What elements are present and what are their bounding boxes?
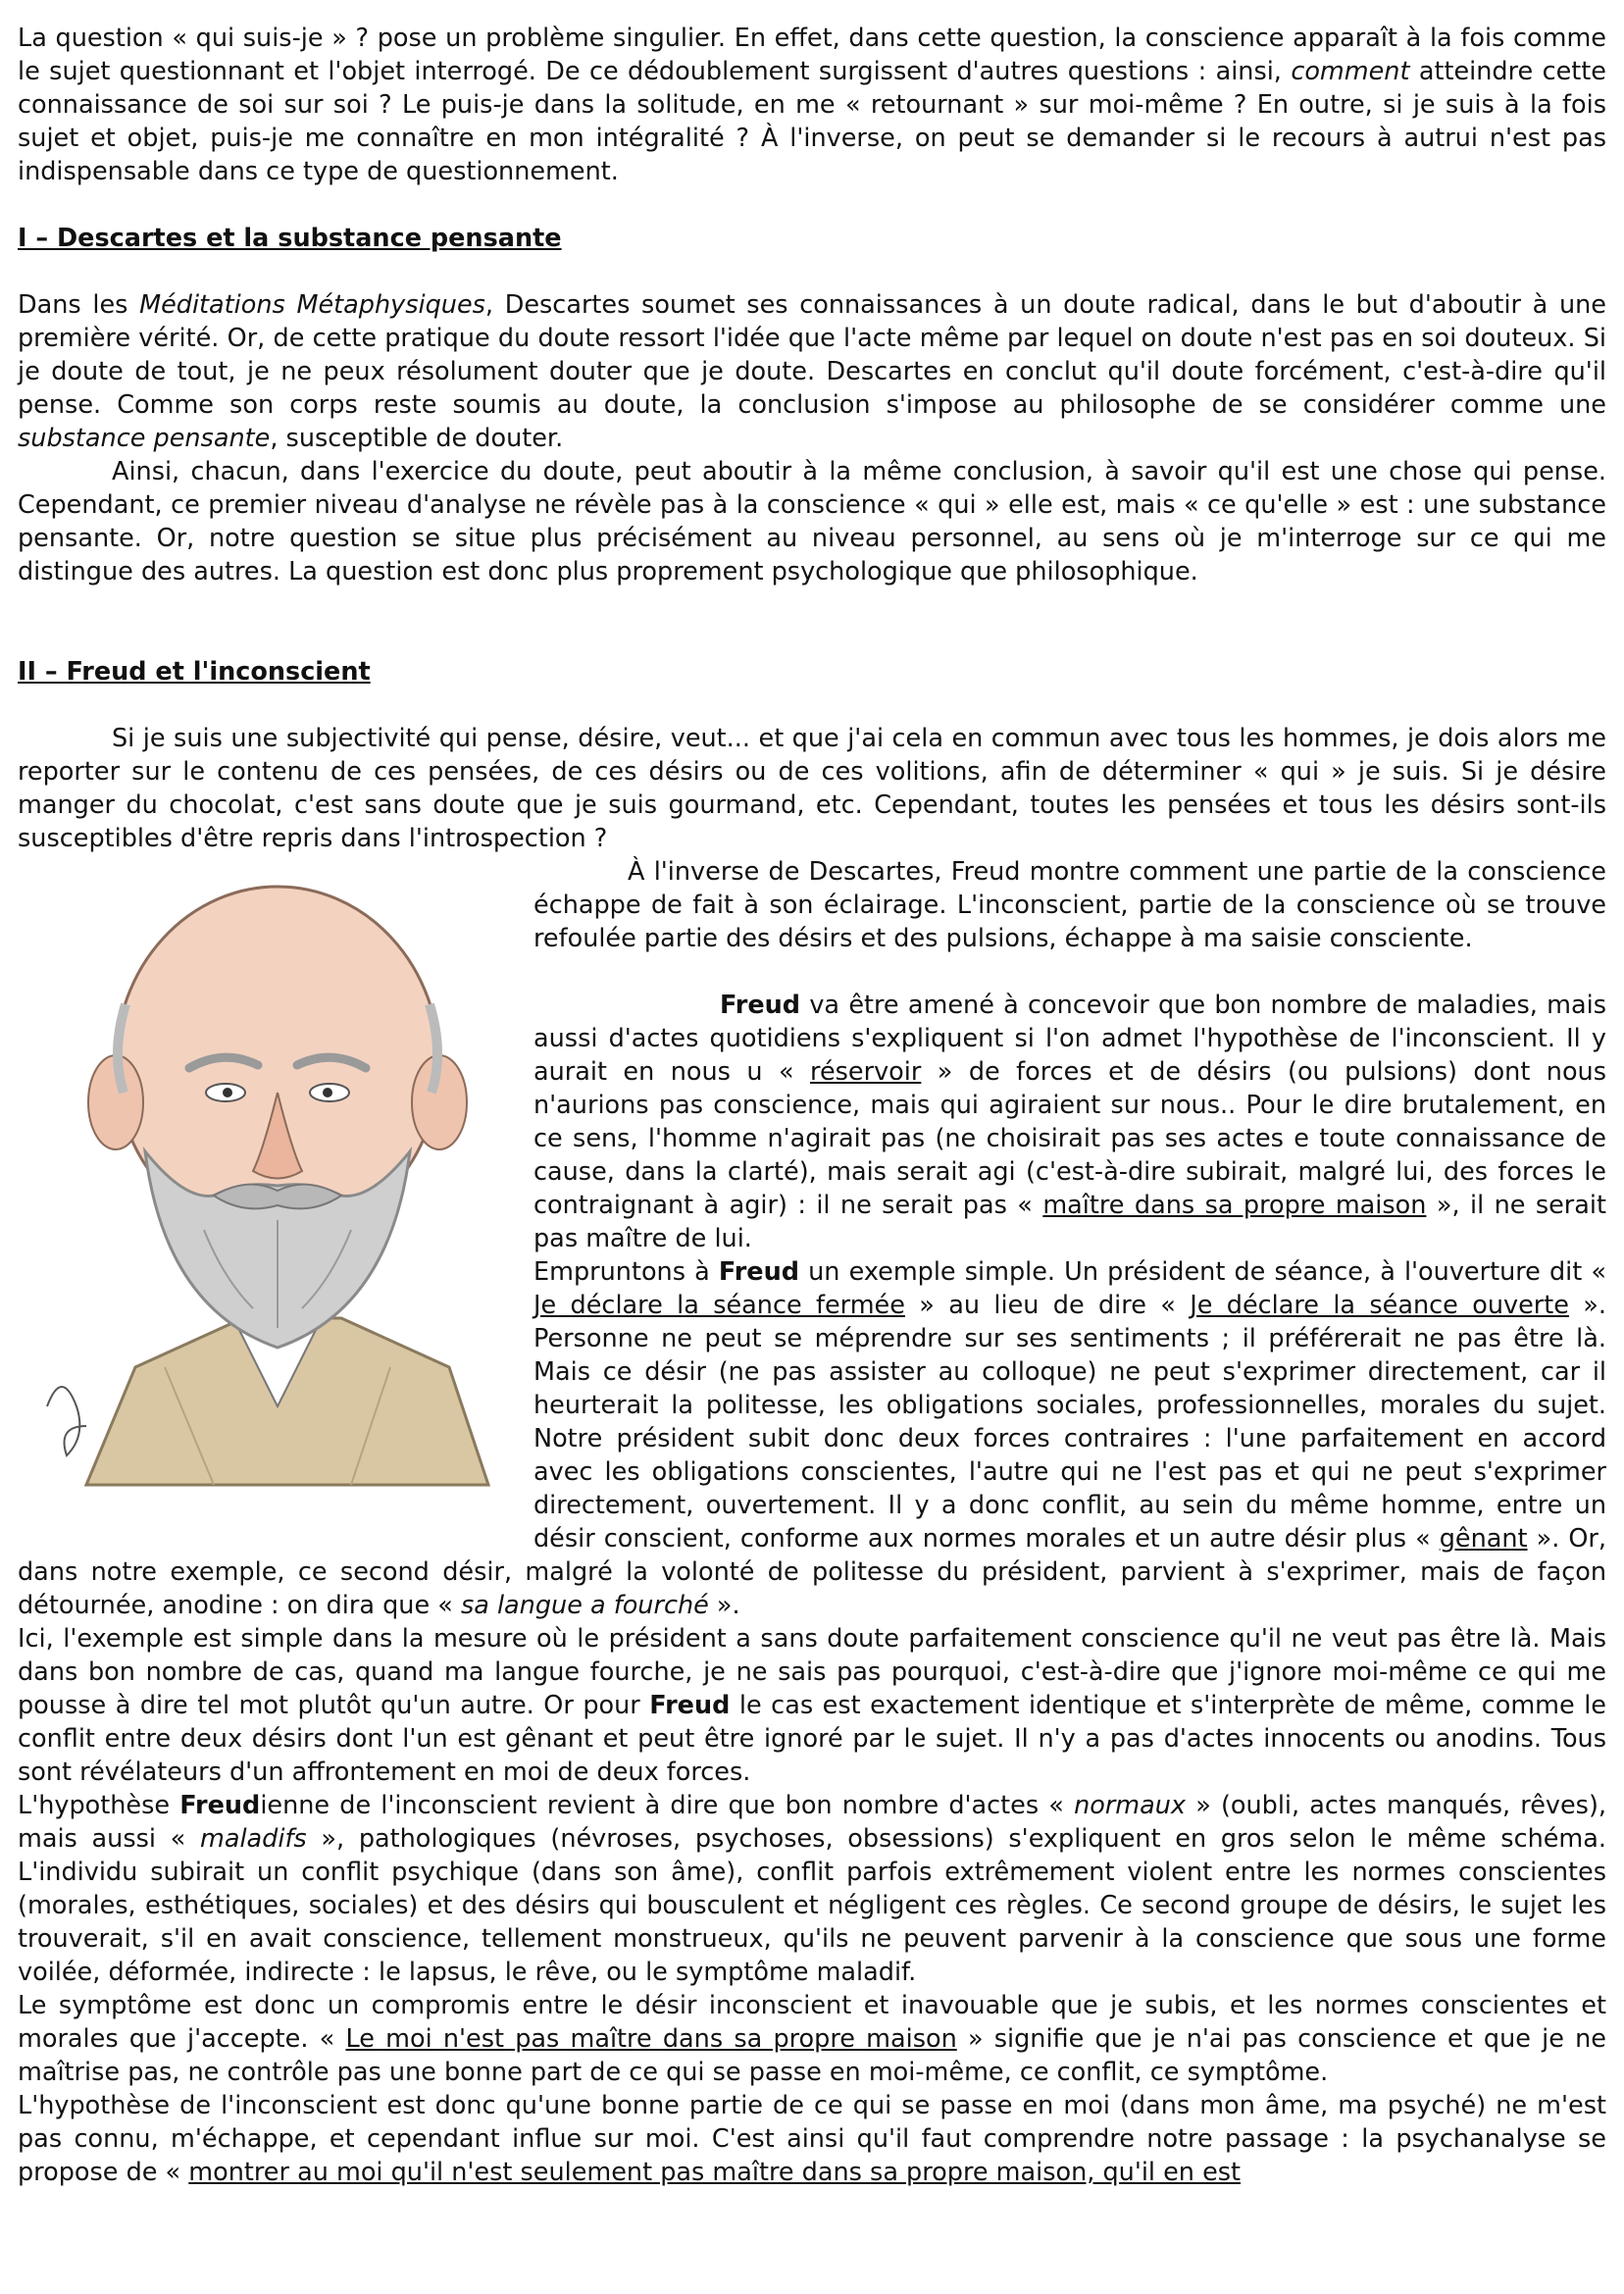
freud-paragraph-6: L'hypothèse Freudienne de l'inconscient revient à dire que bon nombre d'actes « normaux » (oubli, actes manqués, rêves), mais aussi « maladifs », pathologiques (névroses, psychoses, obsessions) s'expliquent en gros selon le même schéma. L'individu subirait un conflit psychique (dans son âme), conflit parfois extrêmement violent entre les normes conscientes (morales, esthétiques, sociales) et des désirs qui bousculent et négligent ces règles. Ce second groupe de désirs, le sujet les trouverait, s'il en avait conscience, tellement monstrueux, qu'ils ne peuvent parvenir à la conscience que sous une forme voilée, déformée, indirecte : le lapsus, le rêve, ou le symptôme maladif. bbox=[18, 1791, 1607, 1987]
meditations-title: Méditations Métaphysiques bbox=[139, 290, 485, 320]
freud-paragraph-4: Empruntons à Freud un exemple simple. Un président de séance, à l'ouverture dit « Je déclare la séance fermée » au lieu de dire « Je déclare la séance ouverte ». Personne ne peut se méprendre sur ses sentiments ; il préférerait ne pas être là. Mais ce désir (ne pas assister au colloque) ne peut s'exprimer directement, car il heurterait la politesse, les obligations sociales, professionnelles, morales du sujet. Notre président subit donc deux forces contraires : l'une parfaitement en accord avec les obligations conscientes, l'autre qui ne l'est pas et qui ne peut s'exprimer directement, ouvertement. Il y a donc conflit, au sein du même homme, entre un désir conscient, conforme aux normes morales et un autre désir plus « gênant ». Or, dans notre exemple, ce second désir, malgré la volonté de politesse du président, parvient à s'exprimer, mais de façon détournée, anodine : on dira que « sa langue a fourché ». bbox=[18, 1257, 1606, 1620]
freud-name: Freud bbox=[718, 1257, 799, 1287]
montrer-au-moi-quote: montrer au moi qu'il n'est seulement pas maître dans sa propre maison, qu'il en est bbox=[188, 2158, 1242, 2187]
freud-paragraph-7: Le symptôme est donc un compromis entre le désir inconscient et inavouable que je subis, et les normes conscientes et morales que j'accepte. « Le moi n'est pas maître dans sa propre maison » signifie que je n'ai pas conscience et que je ne maîtrise pas, ne contrôle pas une bonne part de ce qui se passe en moi-même, ce conflit, ce symptôme. bbox=[18, 1991, 1606, 2087]
langue-fourche-quote: sa langue a fourché bbox=[460, 1591, 709, 1620]
maladifs-term: maladifs bbox=[200, 1824, 307, 1854]
freud-paragraph-3: Freud va être amené à concevoir que bon nombre de maladies, mais aussi d'actes quotidiens s'expliquent si l'on admet l'hypothèse de l'inconscient. Il y aurait en nous u « réservoir » de forces et de désirs (ou pulsions) dont nous n'aurions pas conscience, mais qui agiraient sur nous.. Pour le dire brutalement, en ce sens, l'homme n'agirait pas (ne choisirait pas ses actes e toute connaissance de cause, dans la clarté), mais serait agi (c'est-à-dire subirait, malgré lui, des forces le contraignant à agir) : il ne serait pas « maître dans sa propre maison », il ne serait pas maître de lui. bbox=[533, 991, 1606, 1253]
freud-name: Freud bbox=[649, 1691, 731, 1720]
freud-name: Freud bbox=[179, 1791, 261, 1820]
seance-fermee-quote: Je déclare la séance fermée bbox=[533, 1291, 905, 1320]
document-page bbox=[18, 22, 1606, 2189]
freud-paragraph-1: Si je suis une subjectivité qui pense, désire, veut... et que j'ai cela en commun avec tous les hommes, je dois alors me reporter sur le contenu de ces pensées, de ces désirs ou de ces volitions, afin de déterminer « qui » je suis. Si je désire manger du chocolat, c'est sans doute que je suis gourmand, etc. Cependant, toutes les pensées et tous les désirs sont-ils susceptibles d'être repris dans l'introspection ? bbox=[18, 724, 1606, 853]
freud-caricature-icon bbox=[18, 857, 533, 1524]
section-heading-descartes: I – Descartes et la substance pensante bbox=[18, 224, 562, 253]
genant-term: gênant bbox=[1439, 1524, 1528, 1554]
seance-ouverte-quote: Je déclare la séance ouverte bbox=[1190, 1291, 1569, 1320]
intro-text-2: atteindre cette connaissance de soi sur soi ? Le puis-je dans la solitude, en me « retournant » sur moi-même ? En outre, si je suis à la fois sujet et objet, puis-je me connaître en mon intégralité ? À l'inverse, on peut se demander si le recours à autrui n'est pas indispensable dans ce type de questionnement. bbox=[18, 57, 1606, 186]
moi-maitre-quote: Le moi n'est pas maître dans sa propre maison bbox=[345, 2024, 957, 2054]
section-heading-freud: II – Freud et l'inconscient bbox=[18, 657, 371, 687]
freud-name: Freud bbox=[720, 991, 801, 1020]
descartes-paragraph-2: Ainsi, chacun, dans l'exercice du doute, peut aboutir à la même conclusion, à savoir qu'il est une chose qui pense. Cependant, ce premier niveau d'analyse ne révèle pas à la conscience « qui » elle est, mais « ce qu'elle » est : une substance pensante. Or, notre question se situe plus précisément au niveau personnel, au sens où je m'interroge sur ce qui me distingue des autres. La question est donc plus proprement psychologique que philosophique. bbox=[18, 457, 1606, 586]
descartes-paragraph-1: Dans les Méditations Métaphysiques, Descartes soumet ses connaissances à un doute radical, dans le but d'aboutir à une première vérité. Or, de cette pratique du doute ressort l'idée que l'acte même par lequel on doute n'est pas en soi douteux. Si je doute de tout, je ne peux résolument douter que je doute. Descartes en conclut qu'il doute forcément, c'est-à-dire qu'il pense. Comme son corps reste soumis au doute, la conclusion s'impose au philosophe de se considérer comme une substance pensante, susceptible de douter. bbox=[18, 290, 1606, 453]
intro-emphasis: comment bbox=[1291, 57, 1410, 86]
reservoir-term: réservoir bbox=[810, 1057, 922, 1087]
freud-paragraph-8: L'hypothèse de l'inconscient est donc qu'une bonne partie de ce qui se passe en moi (dans mon âme, ma psyché) ne m'est pas connu, m'échappe, et cependant influe sur moi. C'est ainsi qu'il faut comprendre notre passage : la psychanalyse se propose de « montrer au moi qu'il n'est seulement pas maître dans sa propre maison, qu'il en est bbox=[18, 2091, 1606, 2187]
freud-paragraph-5: Ici, l'exemple est simple dans la mesure où le président a sans doute parfaitement conscience qu'il ne veut pas être là. Mais dans bon nombre de cas, quand ma langue fourche, je ne sais pas pourquoi, c'est-à-dire que j'ignore moi-même ce qui me pousse à dire tel mot plutôt qu'un autre. Or pour Freud le cas est exactement identique et s'interprète de même, comme le conflit entre deux désirs dont l'un est gênant et peut être ignoré par le sujet. Il n'y a pas d'actes innocents ou anodins. Tous sont révélateurs d'un affrontement en moi de deux forces. bbox=[18, 1624, 1606, 1787]
normaux-term: normaux bbox=[1074, 1791, 1187, 1820]
intro-paragraph bbox=[18, 22, 1606, 188]
intro-text-1: La question « qui suis-je » ? pose un problème singulier. En effet, dans cette question, la conscience apparaît à la fois comme le sujet questionnant et l'objet interrogé. De ce dédoublement surgissent d'autres questions : ainsi, bbox=[18, 24, 1606, 86]
freud-paragraph-2: À l'inverse de Descartes, Freud montre comment une partie de la conscience échappe de fait à son éclairage. L'inconscient, partie de la conscience où se trouve refoulée partie des désirs et des pulsions, échappe à ma saisie consciente. bbox=[533, 857, 1606, 953]
maitre-maison-term: maître dans sa propre maison bbox=[1042, 1191, 1427, 1220]
substance-pensante-term: substance pensante bbox=[18, 424, 271, 453]
